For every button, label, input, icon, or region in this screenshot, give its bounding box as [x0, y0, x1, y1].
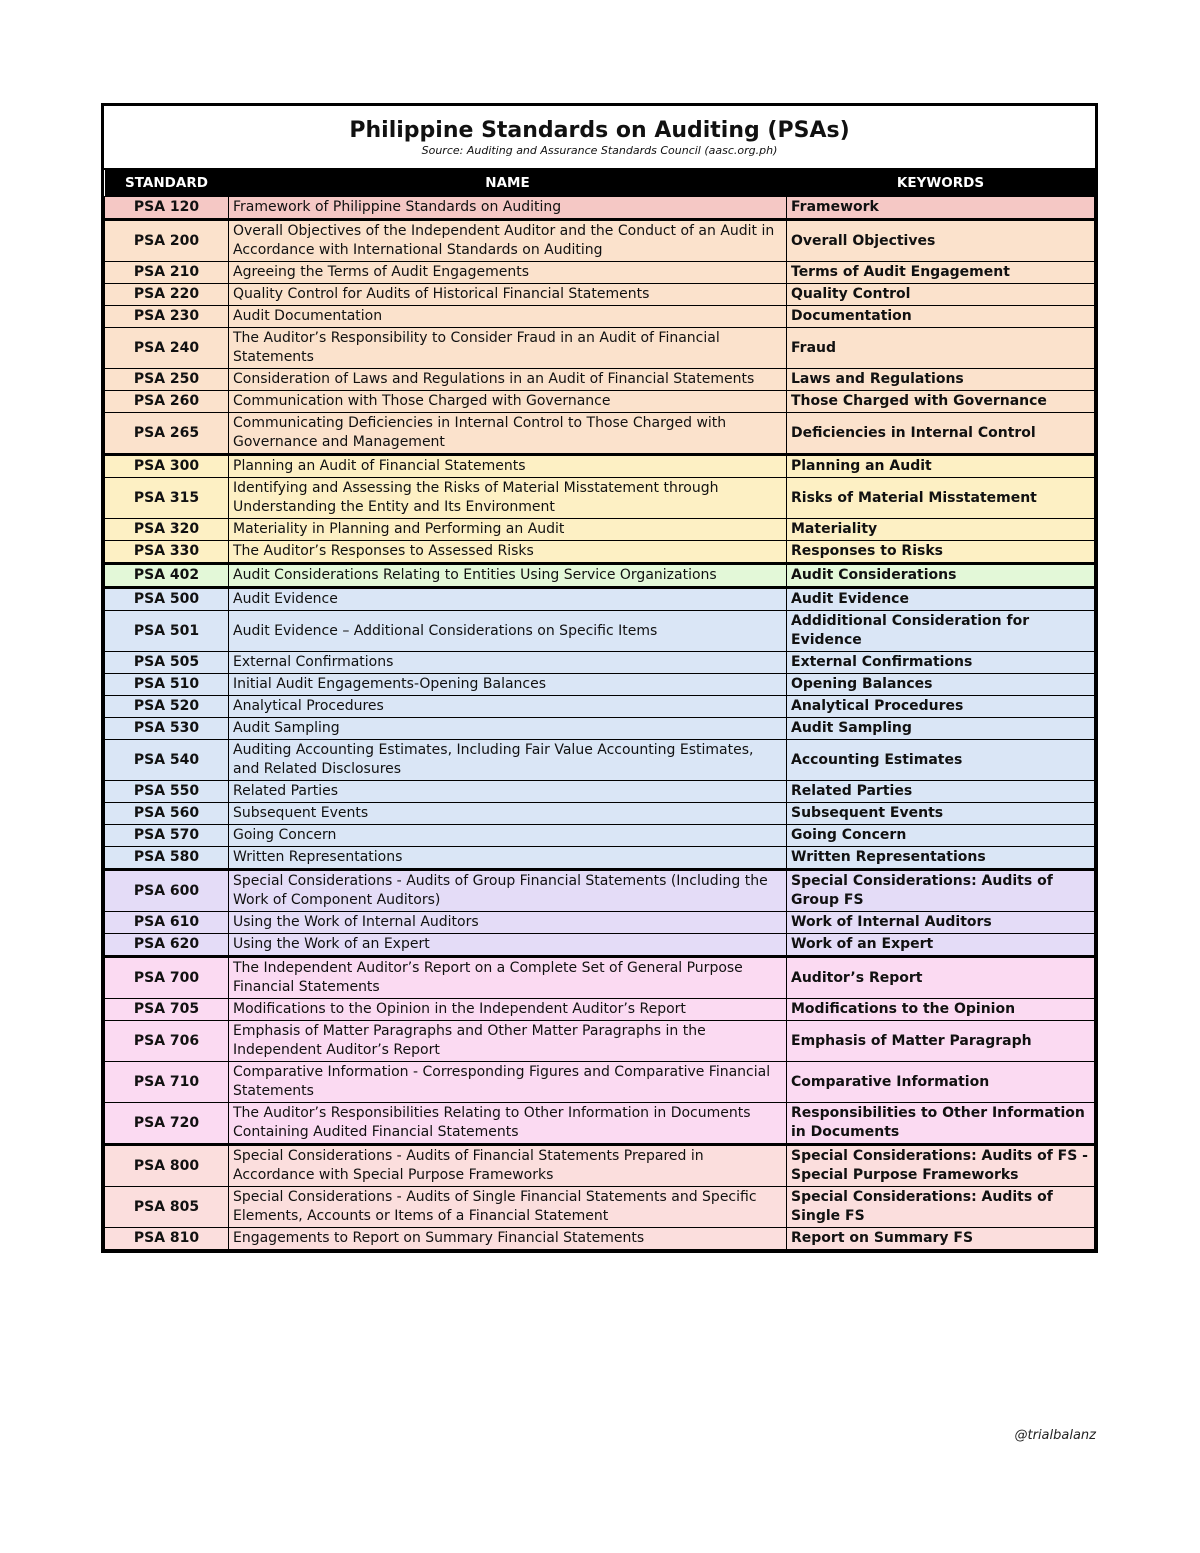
- table-row: [105, 197, 1095, 220]
- keywords-cell: Terms of Audit Engagement: [787, 262, 1095, 284]
- table-row: [105, 674, 1095, 696]
- keywords-cell: Special Considerations: Audits of Single FS: [787, 1187, 1095, 1228]
- name-cell: Audit Evidence – Additional Considerations on Specific Items: [229, 611, 787, 652]
- table-row: [105, 588, 1095, 611]
- table-row: [105, 220, 1095, 262]
- keywords-cell: Audit Evidence: [787, 588, 1095, 611]
- table-row: [105, 803, 1095, 825]
- header-standard: STANDARD: [105, 170, 229, 197]
- name-cell: Audit Documentation: [229, 306, 787, 328]
- table-row: [105, 564, 1095, 588]
- keywords-cell: Emphasis of Matter Paragraph: [787, 1021, 1095, 1062]
- header-name: NAME: [229, 170, 787, 197]
- keywords-cell: Opening Balances: [787, 674, 1095, 696]
- name-cell: Communication with Those Charged with Governance: [229, 391, 787, 413]
- name-cell: Written Representations: [229, 847, 787, 870]
- keywords-cell: Written Representations: [787, 847, 1095, 870]
- standard-cell: PSA 570: [105, 825, 229, 847]
- keywords-cell: Overall Objectives: [787, 220, 1095, 262]
- name-cell: The Auditor’s Responses to Assessed Risks: [229, 541, 787, 564]
- name-cell: The Auditor’s Responsibility to Consider Fraud in an Audit of Financial Statements: [229, 328, 787, 369]
- standard-cell: PSA 710: [105, 1062, 229, 1103]
- header-keywords: KEYWORDS: [787, 170, 1095, 197]
- keywords-cell: Documentation: [787, 306, 1095, 328]
- name-cell: Modifications to the Opinion in the Independent Auditor’s Report: [229, 999, 787, 1021]
- standard-cell: PSA 706: [105, 1021, 229, 1062]
- page-title: Philippine Standards on Auditing (PSAs): [349, 118, 850, 143]
- standard-cell: PSA 200: [105, 220, 229, 262]
- name-cell: Special Considerations - Audits of Group Financial Statements (Including the Work of Component Auditors): [229, 870, 787, 912]
- standard-cell: PSA 520: [105, 696, 229, 718]
- keywords-cell: Those Charged with Governance: [787, 391, 1095, 413]
- keywords-cell: Comparative Information: [787, 1062, 1095, 1103]
- keywords-cell: Risks of Material Misstatement: [787, 478, 1095, 519]
- standard-cell: PSA 720: [105, 1103, 229, 1145]
- table-row: [105, 455, 1095, 478]
- table-header-row: [105, 170, 1095, 197]
- standard-cell: PSA 250: [105, 369, 229, 391]
- keywords-cell: Auditor’s Report: [787, 957, 1095, 999]
- standard-cell: PSA 230: [105, 306, 229, 328]
- keywords-cell: Going Concern: [787, 825, 1095, 847]
- table-row: [105, 957, 1095, 999]
- name-cell: Audit Considerations Relating to Entities Using Service Organizations: [229, 564, 787, 588]
- table-row: [105, 369, 1095, 391]
- table-row: [105, 1103, 1095, 1145]
- keywords-cell: Work of Internal Auditors: [787, 912, 1095, 934]
- name-cell: Materiality in Planning and Performing an Audit: [229, 519, 787, 541]
- keywords-cell: Audit Considerations: [787, 564, 1095, 588]
- table-row: [105, 1228, 1095, 1250]
- standard-cell: PSA 330: [105, 541, 229, 564]
- standard-cell: PSA 560: [105, 803, 229, 825]
- standard-cell: PSA 315: [105, 478, 229, 519]
- standard-cell: PSA 320: [105, 519, 229, 541]
- standard-cell: PSA 120: [105, 197, 229, 220]
- name-cell: Special Considerations - Audits of Financial Statements Prepared in Accordance with Special Purpose Frameworks: [229, 1145, 787, 1187]
- standard-cell: PSA 240: [105, 328, 229, 369]
- standard-cell: PSA 265: [105, 413, 229, 455]
- standard-cell: PSA 220: [105, 284, 229, 306]
- table-row: [105, 413, 1095, 455]
- standard-cell: PSA 810: [105, 1228, 229, 1250]
- name-cell: The Independent Auditor’s Report on a Complete Set of General Purpose Financial Statements: [229, 957, 787, 999]
- name-cell: Initial Audit Engagements-Opening Balances: [229, 674, 787, 696]
- standard-cell: PSA 620: [105, 934, 229, 957]
- keywords-cell: Laws and Regulations: [787, 369, 1095, 391]
- table-row: [105, 825, 1095, 847]
- name-cell: Agreeing the Terms of Audit Engagements: [229, 262, 787, 284]
- name-cell: Emphasis of Matter Paragraphs and Other Matter Paragraphs in the Independent Auditor’s Report: [229, 1021, 787, 1062]
- keywords-cell: Audit Sampling: [787, 718, 1095, 740]
- name-cell: Identifying and Assessing the Risks of Material Misstatement through Understanding the Entity and Its Environment: [229, 478, 787, 519]
- name-cell: Consideration of Laws and Regulations in an Audit of Financial Statements: [229, 369, 787, 391]
- table-row: [105, 652, 1095, 674]
- keywords-cell: Responsibilities to Other Information in Documents: [787, 1103, 1095, 1145]
- table-row: [105, 847, 1095, 870]
- keywords-cell: Materiality: [787, 519, 1095, 541]
- standard-cell: PSA 210: [105, 262, 229, 284]
- name-cell: Using the Work of an Expert: [229, 934, 787, 957]
- standard-cell: PSA 550: [105, 781, 229, 803]
- standard-cell: PSA 501: [105, 611, 229, 652]
- standards-table: [104, 170, 1095, 1250]
- standard-cell: PSA 260: [105, 391, 229, 413]
- table-row: [105, 519, 1095, 541]
- name-cell: Planning an Audit of Financial Statements: [229, 455, 787, 478]
- keywords-cell: Fraud: [787, 328, 1095, 369]
- name-cell: Communicating Deficiencies in Internal Control to Those Charged with Governance and Management: [229, 413, 787, 455]
- table-row: [105, 391, 1095, 413]
- keywords-cell: Framework: [787, 197, 1095, 220]
- keywords-cell: Deficiencies in Internal Control: [787, 413, 1095, 455]
- name-cell: Framework of Philippine Standards on Auditing: [229, 197, 787, 220]
- standard-cell: PSA 500: [105, 588, 229, 611]
- name-cell: Audit Evidence: [229, 588, 787, 611]
- name-cell: Auditing Accounting Estimates, Including Fair Value Accounting Estimates, and Related Disclosures: [229, 740, 787, 781]
- author-credit: @trialbalanz: [1014, 1428, 1096, 1443]
- title-block: [104, 106, 1095, 170]
- table-row: [105, 999, 1095, 1021]
- name-cell: Audit Sampling: [229, 718, 787, 740]
- name-cell: Overall Objectives of the Independent Auditor and the Conduct of an Audit in Accordance with International Standards on Auditing: [229, 220, 787, 262]
- keywords-cell: Planning an Audit: [787, 455, 1095, 478]
- standard-cell: PSA 705: [105, 999, 229, 1021]
- standard-cell: PSA 300: [105, 455, 229, 478]
- table-body: [105, 197, 1095, 1250]
- name-cell: Comparative Information - Corresponding Figures and Comparative Financial Statements: [229, 1062, 787, 1103]
- table-row: [105, 781, 1095, 803]
- keywords-cell: Responses to Risks: [787, 541, 1095, 564]
- keywords-cell: Quality Control: [787, 284, 1095, 306]
- table-row: [105, 262, 1095, 284]
- name-cell: Quality Control for Audits of Historical Financial Statements: [229, 284, 787, 306]
- keywords-cell: Report on Summary FS: [787, 1228, 1095, 1250]
- name-cell: The Auditor’s Responsibilities Relating to Other Information in Documents Containing Audited Financial Statements: [229, 1103, 787, 1145]
- name-cell: Related Parties: [229, 781, 787, 803]
- source-note: Source: Auditing and Assurance Standards Council (aasc.org.ph): [421, 144, 778, 157]
- standard-cell: PSA 530: [105, 718, 229, 740]
- table-row: [105, 328, 1095, 369]
- name-cell: Using the Work of Internal Auditors: [229, 912, 787, 934]
- keywords-cell: Addiditional Consideration for Evidence: [787, 611, 1095, 652]
- table-row: [105, 912, 1095, 934]
- standard-cell: PSA 540: [105, 740, 229, 781]
- standard-cell: PSA 805: [105, 1187, 229, 1228]
- table-row: [105, 284, 1095, 306]
- standard-cell: PSA 510: [105, 674, 229, 696]
- table-row: [105, 740, 1095, 781]
- standard-cell: PSA 610: [105, 912, 229, 934]
- name-cell: Special Considerations - Audits of Single Financial Statements and Specific Elements, Accounts or Items of a Financial Statement: [229, 1187, 787, 1228]
- name-cell: Analytical Procedures: [229, 696, 787, 718]
- table-row: [105, 718, 1095, 740]
- table-row: [105, 934, 1095, 957]
- name-cell: Engagements to Report on Summary Financial Statements: [229, 1228, 787, 1250]
- keywords-cell: Subsequent Events: [787, 803, 1095, 825]
- keywords-cell: Modifications to the Opinion: [787, 999, 1095, 1021]
- table-row: [105, 870, 1095, 912]
- keywords-cell: Analytical Procedures: [787, 696, 1095, 718]
- name-cell: Going Concern: [229, 825, 787, 847]
- standard-cell: PSA 800: [105, 1145, 229, 1187]
- name-cell: Subsequent Events: [229, 803, 787, 825]
- keywords-cell: External Confirmations: [787, 652, 1095, 674]
- keywords-cell: Work of an Expert: [787, 934, 1095, 957]
- standard-cell: PSA 700: [105, 957, 229, 999]
- table-row: [105, 696, 1095, 718]
- table-row: [105, 1187, 1095, 1228]
- keywords-cell: Related Parties: [787, 781, 1095, 803]
- standard-cell: PSA 580: [105, 847, 229, 870]
- table-row: [105, 1062, 1095, 1103]
- keywords-cell: Accounting Estimates: [787, 740, 1095, 781]
- name-cell: External Confirmations: [229, 652, 787, 674]
- table-row: [105, 1145, 1095, 1187]
- table-row: [105, 306, 1095, 328]
- table-row: [105, 611, 1095, 652]
- standard-cell: PSA 402: [105, 564, 229, 588]
- table-row: [105, 478, 1095, 519]
- standard-cell: PSA 505: [105, 652, 229, 674]
- keywords-cell: Special Considerations: Audits of Group FS: [787, 870, 1095, 912]
- table-row: [105, 541, 1095, 564]
- keywords-cell: Special Considerations: Audits of FS - Special Purpose Frameworks: [787, 1145, 1095, 1187]
- psa-reference-sheet: [101, 103, 1098, 1253]
- table-row: [105, 1021, 1095, 1062]
- standard-cell: PSA 600: [105, 870, 229, 912]
